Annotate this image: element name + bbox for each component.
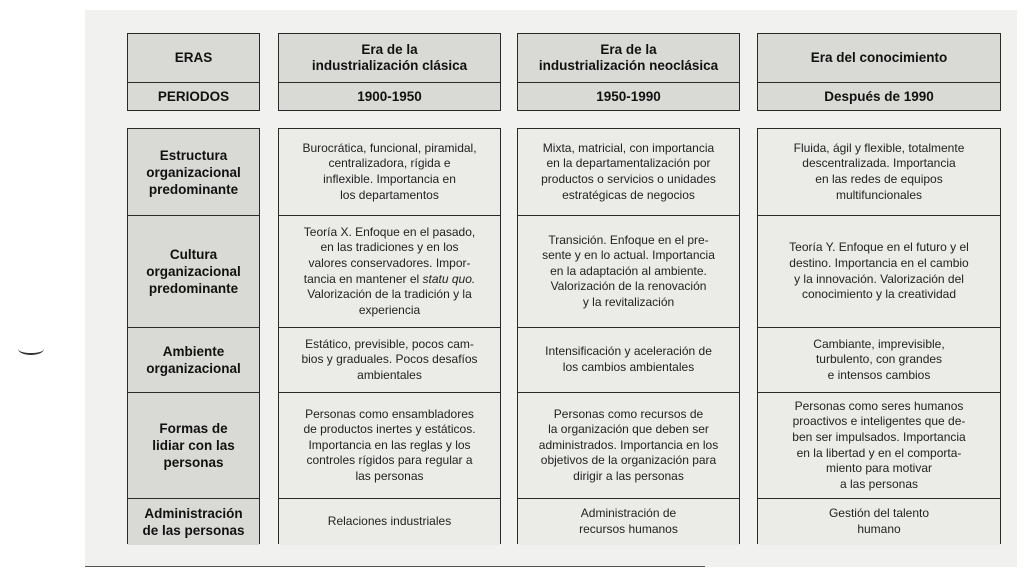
table-cell xyxy=(279,215,500,327)
table-cell xyxy=(279,498,500,545)
header-era-2 xyxy=(517,33,740,111)
row-label-line: organizacional xyxy=(146,164,241,180)
cell-text-line: en la departamentalización por xyxy=(546,156,711,171)
cell-text-line: turbulento, con grandes xyxy=(815,352,943,367)
era-period: Después de 1990 xyxy=(758,82,1000,110)
table-cell xyxy=(518,215,739,327)
cell-text-line: Personas como ensambladores xyxy=(305,406,474,421)
cell-text-line: Fluida, ágil y flexible, totalmente xyxy=(793,140,965,155)
row-label xyxy=(128,129,259,215)
cell-text-line: administrados. Importancia en los xyxy=(538,437,719,452)
cell-text-line: humano xyxy=(857,522,901,536)
cell-text-line: en la adaptación al ambiente. xyxy=(550,263,707,278)
cell-text-line: proactivos e inteligentes que de- xyxy=(792,414,966,429)
cell-text-line: Personas como recursos de xyxy=(553,406,704,421)
cell-text-line: descentralizada. Importancia xyxy=(802,156,956,171)
cell-text-line: e intensos cambios xyxy=(827,367,931,382)
cell-text-line: centralizadora, rígida e xyxy=(328,156,451,171)
era-period: 1900-1950 xyxy=(279,82,500,110)
row-label-line: predominante xyxy=(148,181,239,197)
cell-text-line: las personas xyxy=(355,468,424,483)
cell-text-line: Burocrática, funcional, piramidal, xyxy=(302,140,477,155)
cell-text-line: inflexible. Importancia en xyxy=(323,172,456,186)
cell-text-line: Administración de xyxy=(580,506,677,521)
table-cell xyxy=(518,327,739,392)
table-cell xyxy=(518,498,739,545)
era-name-line: industrialización clásica xyxy=(311,58,468,73)
era-name xyxy=(758,34,1000,82)
header-era-1 xyxy=(278,33,501,111)
row-label-line: lidiar con las xyxy=(152,438,235,453)
table-cell xyxy=(758,215,1000,327)
era-name-line: Era de la xyxy=(600,42,657,57)
cell-text-line: los cambios ambientales xyxy=(562,360,695,374)
cell-text-line: sente y en lo actual. Importancia xyxy=(542,248,715,263)
table-cell xyxy=(758,392,1000,498)
cell-text-line: Transición. Enfoque en el pre- xyxy=(548,232,709,247)
table-cell xyxy=(758,498,1000,545)
cell-text-line: Relaciones industriales xyxy=(327,514,452,529)
era-column-1 xyxy=(278,128,501,544)
cell-text-line: miento para motivar xyxy=(825,461,933,476)
eras-label: ERAS xyxy=(128,34,259,82)
cell-text-line: dirigir a las personas xyxy=(573,468,684,483)
cell-text-line: conocimiento y la creatividad xyxy=(801,287,957,302)
era-name-line: industrialización neoclásica xyxy=(538,58,719,73)
row-label-line: Cultura xyxy=(169,247,218,262)
era-name xyxy=(518,34,739,82)
row-label-line: de las personas xyxy=(142,523,245,538)
era-column-3 xyxy=(757,128,1001,544)
table-cell xyxy=(518,392,739,498)
header-label-column xyxy=(127,33,260,111)
cell-text-line: experiencia xyxy=(358,302,421,317)
table-cell xyxy=(279,327,500,392)
era-name xyxy=(279,34,500,82)
row-label xyxy=(128,392,259,498)
table-cell xyxy=(279,129,500,215)
cell-text-line: multifuncionales xyxy=(835,187,923,202)
cell-text-line: bios y graduales. Pocos desafíos xyxy=(301,352,478,367)
cell-text-line: Mixta, matricial, con importancia xyxy=(542,140,715,155)
row-label xyxy=(128,498,259,545)
era-period: 1950-1990 xyxy=(518,82,739,110)
era-name-line: Era de la xyxy=(361,42,418,57)
cell-text-line: Estático, previsible, pocos cam- xyxy=(305,336,474,351)
table-cell xyxy=(279,392,500,498)
row-label-line: personas xyxy=(163,455,224,470)
row-label-column xyxy=(127,128,260,544)
cell-text-line: ben ser impulsados. Importancia xyxy=(792,429,966,444)
cell-text-line: la organización que deben ser xyxy=(548,422,709,437)
table-cell xyxy=(758,129,1000,215)
cell-text-line: de productos inertes y estáticos. xyxy=(303,422,476,437)
cell-text-line: en las redes de equipos xyxy=(815,172,943,186)
header-era-3 xyxy=(757,33,1001,111)
row-label-line: predominante xyxy=(148,281,239,296)
era-name-line: Era del conocimiento xyxy=(810,50,948,65)
cell-text-line: tancia en mantener el statu quo. xyxy=(303,271,476,286)
table-cell xyxy=(518,129,739,215)
cell-text-line: valores conservadores. Impor- xyxy=(308,255,471,270)
cell-text-line: en la libertad y en el comporta- xyxy=(796,445,962,460)
cell-text-line: Gestión del talento xyxy=(828,506,930,521)
row-label-line: Administración xyxy=(144,506,243,521)
cell-text-line: y la revitalización xyxy=(582,294,675,309)
cell-text-line: y la innovación. Valorización del xyxy=(794,271,964,286)
cell-text-line: destino. Importancia en el cambio xyxy=(789,255,969,270)
cell-text-line: en las tradiciones y en los xyxy=(320,240,459,255)
era-column-2 xyxy=(517,128,740,544)
row-label xyxy=(128,215,259,327)
stray-curve-mark xyxy=(18,343,44,355)
cell-text-line: Personas como seres humanos xyxy=(794,398,964,413)
cell-text-line: a las personas xyxy=(839,476,919,491)
cell-text-line: Teoría Y. Enfoque en el futuro y el xyxy=(789,240,969,255)
cell-text-line: Valorización de la renovación xyxy=(550,279,707,294)
cell-text-line: ambientales xyxy=(357,367,422,382)
cell-text-line: Cambiante, imprevisible, xyxy=(813,336,945,351)
row-label-line: Ambiente xyxy=(162,344,225,359)
cell-text-line: recursos humanos xyxy=(579,522,678,536)
cell-text-line: objetivos de la organización para xyxy=(540,453,717,468)
table-cell xyxy=(758,327,1000,392)
row-label xyxy=(128,327,259,392)
row-label-line: Estructura xyxy=(159,147,228,163)
cell-text-line: Intensificación y aceleración de xyxy=(545,344,712,359)
cell-text-line: Importancia en las reglas y los xyxy=(308,437,471,452)
cell-text-line: productos o servicios o unidades xyxy=(541,172,716,186)
cell-text-line: estratégicas de negocios xyxy=(562,187,695,202)
periods-label: PERIODOS xyxy=(128,82,259,110)
cell-text-line: Teoría X. Enfoque en el pasado, xyxy=(303,224,476,239)
italic-term: statu quo. xyxy=(422,271,476,286)
cell-text-line: controles rígidos para regular a xyxy=(306,453,473,468)
row-label-line: organizacional xyxy=(146,264,241,279)
bottom-rule xyxy=(85,566,705,567)
cell-text-line: Valorización de la tradición y la xyxy=(307,287,472,302)
row-label-line: Formas de xyxy=(159,421,228,436)
row-label-line: organizacional xyxy=(146,361,241,376)
cell-text-line: los departamentos xyxy=(340,187,439,202)
